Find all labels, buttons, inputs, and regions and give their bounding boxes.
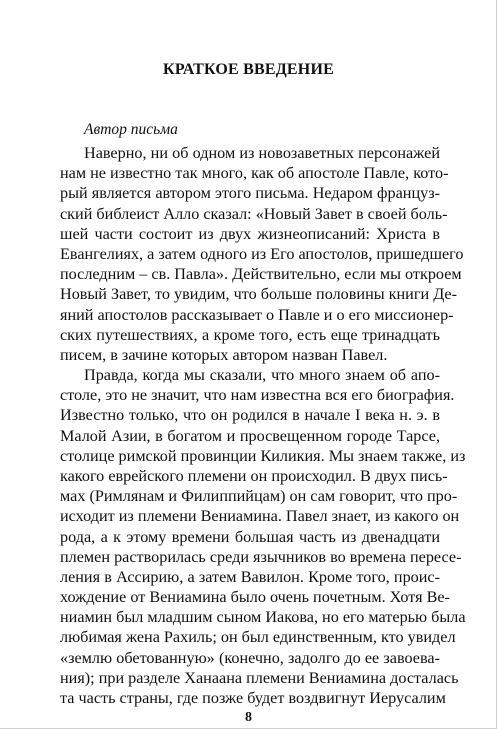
text-line: «землю обетованную» (конечно, задолго до ее завоева- (60, 648, 440, 667)
text-line: писем, в зачине которых автором назван Павел. (60, 345, 388, 364)
text-line: ния); при разделе Ханаана племени Вениамина досталась (60, 668, 459, 687)
text-line: нам не известно так много, как об апостоле Павле, кото- (60, 164, 449, 183)
text-line: хождение от Вениамина было очень почетным. Хотя Ве- (60, 588, 450, 607)
text-line: ский библеист Алло сказал: «Новый Завет в своей боль- (60, 204, 448, 223)
text-line: шей части состоит из двух жизнеописаний: Христа в (60, 224, 440, 243)
text-line: племен растворилась среди язычников во времена пересе- (60, 547, 462, 566)
text-line: ских путешествиях, а кроме того, есть еще тринадцать (60, 325, 440, 344)
text-line: Наверно, ни об одном из новозаветных персонажей (84, 144, 440, 162)
text-line: Новый Завет, то увидим, что больше половины книги Де- (60, 285, 458, 304)
text-line: мах (Римлянам и Филиппийцам) он сам говорит, что про- (60, 487, 458, 506)
text-line: Известно только, что он родился в начале I века н. э. в (60, 406, 440, 425)
text-line: ниамин был младшим сыном Иакова, но его матерью была (60, 608, 466, 627)
text-line: Евангелиях, а затем одного из Его апостолов, пришедшего (60, 244, 464, 263)
text-line: какого еврейского племени он происходил. В двух пись- (60, 467, 448, 485)
text-line: столе, это не значит, что нам известна вся его биография. (60, 386, 455, 405)
text-line: последним – св. Павла». Действительно, если мы откроем (60, 265, 462, 284)
text-line: любимая жена Рахиль; он был единственным, кто увидел (60, 628, 456, 647)
text-line: Правда, когда мы сказали, что много знаем об апо- (84, 366, 440, 384)
text-line: столице римской провинции Киликия. Мы знаем также, из (60, 446, 466, 465)
text-line: та часть страны, где позже будет воздвигнут Иерусалим (60, 689, 446, 707)
text-line: рый является автором этого письма. Недаром француз- (60, 184, 440, 203)
text-line: исходит из племени Вениамина. Павел знает, из какого он (60, 507, 460, 526)
section-title: Автор письма (84, 121, 178, 138)
text-line: Малой Азии, в богатом и просвещенном городе Тарсе, (60, 426, 440, 445)
text-line: яний апостолов рассказывает о Павле и о его миссионер- (60, 305, 454, 324)
text-line: ления в Ассирию, а затем Вавилон. Кроме того, проис- (60, 567, 440, 586)
text-line: рода, а к этому времени большая часть из двенадцати (60, 527, 440, 546)
chapter-heading: КРАТКОЕ ВВЕДЕНИЕ (163, 61, 334, 78)
page-number: 8 (245, 710, 252, 725)
